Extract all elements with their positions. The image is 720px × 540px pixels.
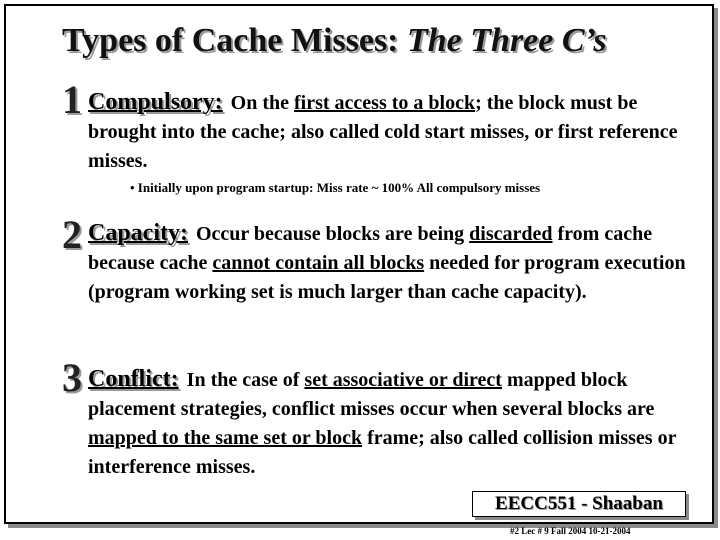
underlined-text: first access to a block — [294, 92, 476, 114]
text-segment: mapped block placement strategies, conflict misses occur when several blocks are — [88, 369, 655, 420]
term-capacity: Capacity: — [88, 220, 188, 246]
underlined-text: mapped to the same set or block — [88, 427, 363, 449]
item-number-3: 3 — [62, 355, 82, 400]
term-compulsory: Compulsory: — [88, 89, 223, 115]
text-segment: needed for program execution (program working set is much larger than cache capacity). — [88, 252, 686, 303]
footer-meta: #2 Lec # 9 Fall 2004 10-21-2004 — [510, 526, 631, 536]
item-capacity — [88, 219, 688, 307]
text-segment: Occur because blocks are being — [195, 223, 470, 245]
item-number-1: 1 — [62, 77, 82, 122]
underlined-text: cannot contain all blocks — [212, 252, 425, 274]
underlined-text: discarded — [469, 223, 553, 245]
title-italic: The Three C’s — [407, 22, 607, 59]
title-main: Types of Cache Misses: — [62, 22, 407, 59]
text-segment: ; the block must be brought into the cache; also called cold start misses, or first reference misses. — [88, 92, 678, 172]
slide-title — [62, 22, 607, 60]
text-segment: frame; also called collision misses or interference misses. — [88, 427, 677, 478]
footer-course-label: EECC551 - Shaaban — [472, 491, 686, 517]
text-segment: On the — [230, 92, 295, 114]
text-segment: from cache because cache — [88, 223, 653, 274]
term-conflict: Conflict: — [88, 366, 179, 392]
item-number-2: 2 — [62, 212, 82, 257]
bullet-note: • Initially upon program startup: Miss rate ~ 100% All compulsory misses — [130, 180, 541, 195]
underlined-text: set associative or direct — [304, 369, 502, 391]
item-conflict — [88, 365, 688, 482]
text-segment: In the case of — [186, 369, 305, 391]
item-compulsory — [88, 88, 688, 176]
